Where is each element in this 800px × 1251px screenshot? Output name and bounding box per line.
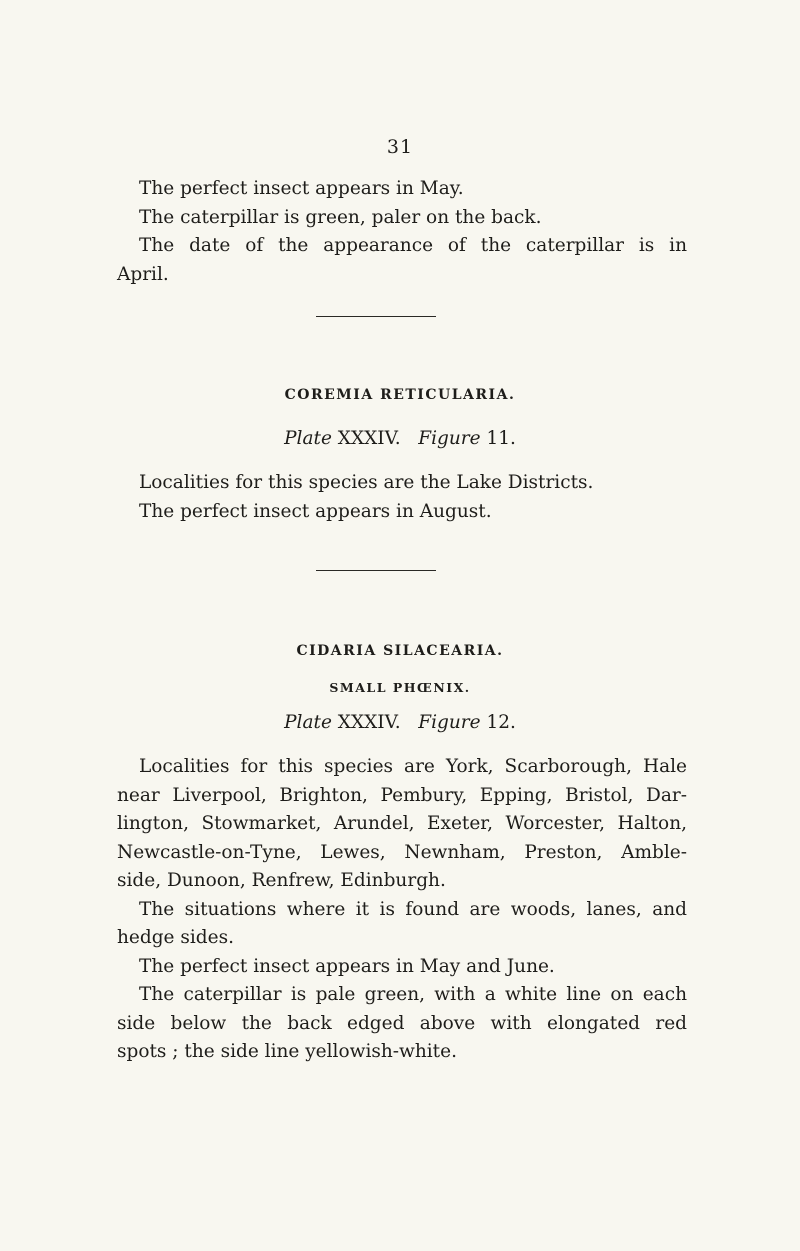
plate-number: XXXIV. — [337, 428, 401, 449]
section-divider — [316, 570, 436, 571]
text-line: April. — [117, 263, 169, 285]
text-line: The perfect insect appears in August. — [139, 500, 492, 522]
plate-number: XXXIV. — [337, 712, 401, 733]
plate-label: Plate — [284, 712, 332, 733]
figure-label: Figure — [418, 428, 481, 449]
species-heading: CIDARIA SILACEARIA. — [296, 643, 504, 659]
text-line: The situations where it is found are woods, lanes, and — [139, 898, 687, 920]
section1-paragraph — [117, 469, 687, 526]
plate-figure-reference — [0, 428, 800, 449]
plate-label: Plate — [284, 428, 332, 449]
text-line: The caterpillar is green, paler on the back. — [139, 206, 542, 228]
text-line: side, Dunoon, Renfrew, Edinburgh. — [117, 870, 446, 891]
intro-paragraph — [117, 175, 687, 289]
species-heading: COREMIA RETICULARIA. — [284, 387, 516, 403]
page-number: 31 — [386, 136, 414, 158]
text-line: hedge sides. — [117, 927, 234, 948]
text-line: side below the back edged above with elongated red — [117, 1012, 687, 1034]
figure-number: 11. — [486, 428, 516, 449]
text-line: The caterpillar is pale green, with a white line on each — [139, 984, 687, 1005]
section-divider — [316, 316, 436, 317]
figure-label: Figure — [418, 712, 481, 733]
text-line: Localities for this species are York, Scarborough, Hale — [139, 756, 687, 777]
text-line: Newcastle-on-Tyne, Lewes, Newnham, Preston, Amble- — [117, 841, 687, 863]
text-line: Localities for this species are the Lake Districts. — [139, 472, 594, 493]
plate-figure-reference — [0, 712, 800, 733]
common-name: SMALL PHŒNIX. — [329, 680, 471, 695]
figure-number: 12. — [486, 712, 516, 733]
text-line: lington, Stowmarket, Arundel, Exeter, Worcester, Halton, — [117, 813, 687, 834]
text-line: The perfect insect appears in May and June. — [139, 955, 555, 977]
text-line: spots ; the side line yellowish-white. — [117, 1041, 457, 1062]
text-line: The perfect insect appears in May. — [139, 178, 464, 199]
text-line: The date of the appearance of the caterpillar is in — [139, 235, 687, 256]
text-line: near Liverpool, Brighton, Pembury, Epping, Bristol, Dar- — [117, 784, 687, 806]
section2-paragraph — [117, 753, 687, 1067]
